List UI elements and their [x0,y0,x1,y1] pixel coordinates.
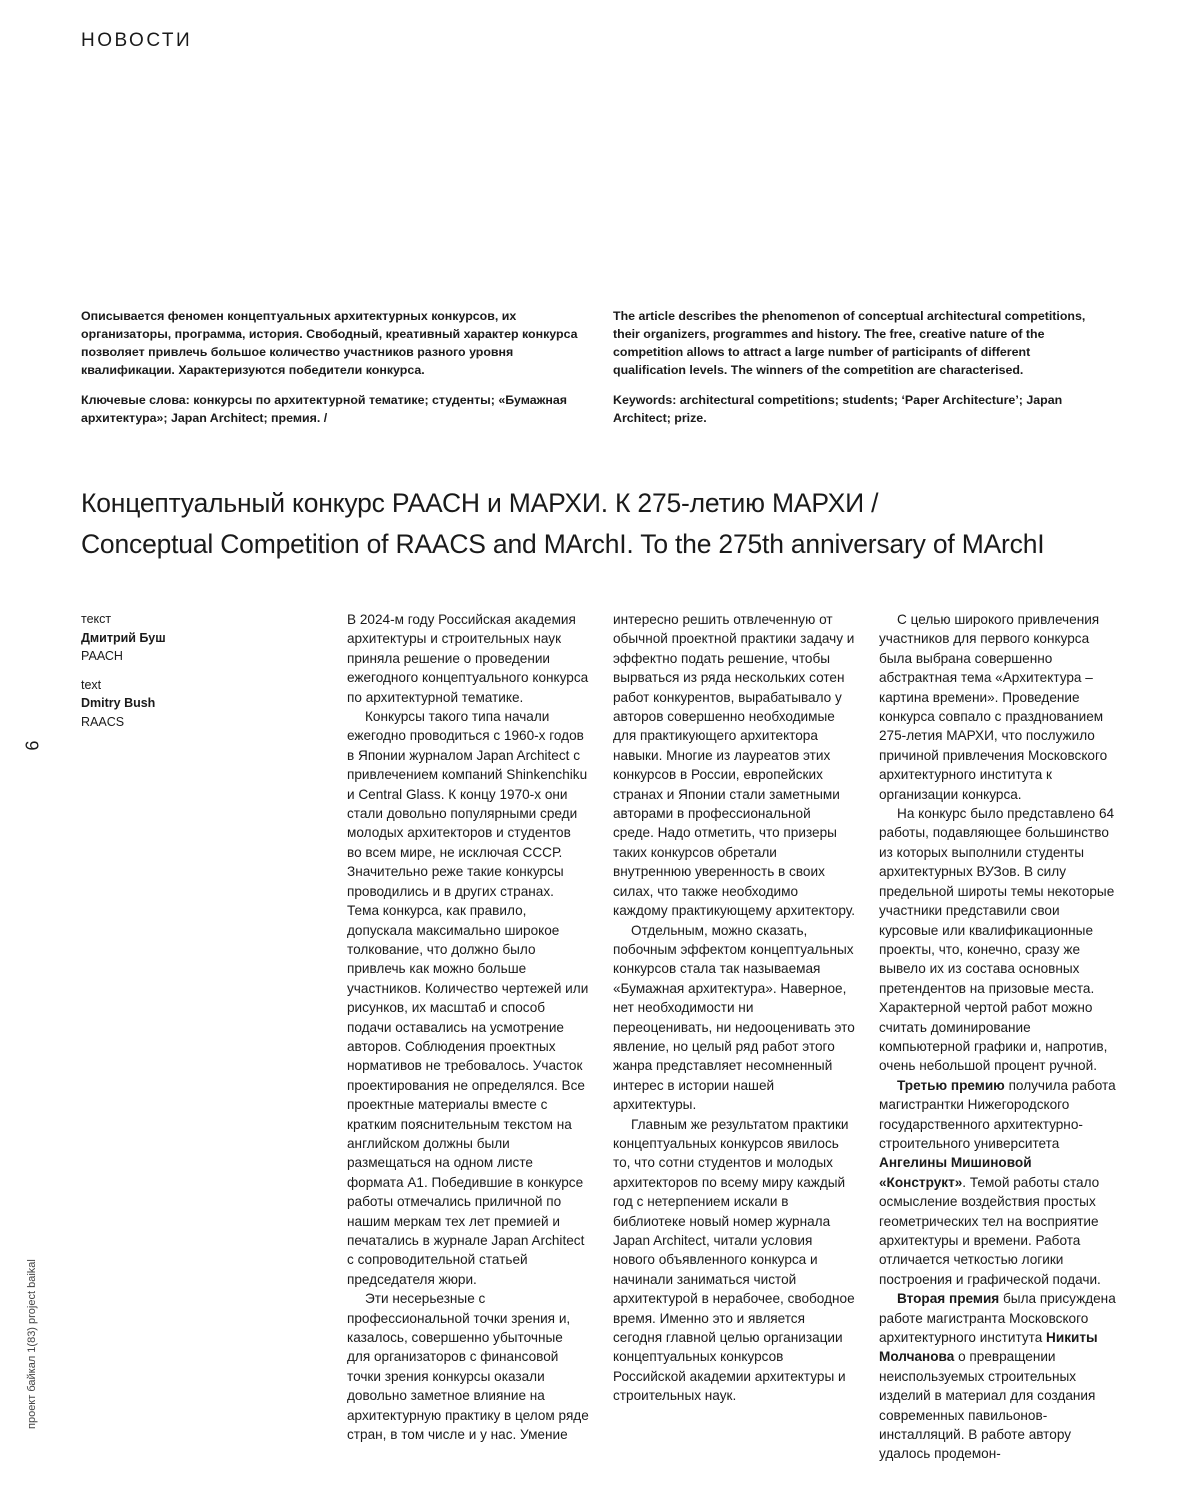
section-label: НОВОСТИ [81,30,193,51]
paragraph [879,1289,1121,1464]
paragraph-text: получила работа магистрантки Нижегородского государственного архитектурно-строительного университета [879,1077,1116,1151]
author-org-en: RAACS [81,714,125,729]
journal-footer: проект байкал 1(83) project baikal [26,1259,38,1429]
paragraph [879,1076,1121,1289]
abstract-en-keywords: Keywords: architectural competitions; students; ‘Paper Architecture’; Japan Architect; prize. [613,393,1063,425]
paragraph: В 2024-м году Российская академия архитектуры и строительных наук приняла решение о проведении ежегодного концептуального конкурса по архитектурной тематике. [347,612,589,705]
author-name-en: Dmitry Bush [81,696,156,710]
paragraph-text: . Темой работы стало осмысление воздействия простых геометрических тел на восприятие архитектуры и времени. Работа отличается четкостью логики построения и графической подачи. [879,1174,1101,1287]
abstract-en-text: The article describes the phenomenon of conceptual architectural competitions, their organizers, programmes and history. The free, creative nature of the competition allows to attract a large number of participants of different qualification levels. The winners of the competition are characterised. [613,309,1086,377]
paragraph-text: была присуждена работе магистранта Московского архитектурного института [879,1291,1116,1346]
body-column-3 [879,610,1121,1464]
credits-label-ru: текст [81,612,112,626]
abstract-ru [81,307,586,439]
article-title-en: Conceptual Competition of RAACS and MArchI. To the 275th anniversary of MArchI [81,529,1045,559]
paragraph: интересно решить отвлеченную от обычной проектной практики задачу и эффектно подать решение, чтобы вырваться из ряда нескольких сотен работ конкурентов, вырабатывало у авторов совершенно необходимые для практикующего архитектора навыки. Многие из лауреатов этих конкурсов в России, европейских странах и Японии стали заметными авторами в профессиональной среде. Надо отметить, что призеры таких конкурсов обретали внутреннюю уверенность в своих силах, что также необходимо каждому практикующему архитектору. [613,612,855,919]
page-number: 9 [21,740,42,751]
article-title-ru: Концептуальный конкурс РААСН и МАРХИ. К 275-летию МАРХИ / [81,488,879,518]
abstract-en [613,307,1103,439]
paragraph: Отдельным, можно сказать, побочным эффектом концептуальных конкурсов стала так называемая «Бумажная архитектура». Наверное, нет необходимости ни переоценивать, ни недооценивать это явление, но целый ряд работ этого жанра представляет несомненный интерес в истории нашей архитектуры. [613,922,855,1113]
paragraph: Конкурсы такого типа начали ежегодно проводиться с 1960-х годов в Японии журналом Japan Architect с привлечением компаний Shinkenchiku и Central Glass. К концу 1970-х они стали довольно популярными среди молодых архитекторов и студентов во всем мире, не исключая СССР. Значительно реже такие конкурсы проводились и в других странах. Тема конкурса, как правило, допускала максимально широкое толкование, что должно было привлечь как можно больше участников. Количество чертежей или рисунков, их масштаб и способ подачи оставались на усмотрение авторов. Соблюдения проектных нормативов не требовалось. Участок проектирования не определялся. Все проектные материалы вместе с кратким пояснительным текстом на английском должны были размещаться на одном листе формата А1. Победившие в конкурсе работы отмечались приличной по нашим меркам тех лет премией и печатались в журнале Japan Architect с сопроводительной статьей председателя жюри. [347,709,589,1287]
paragraph-text: о превращении неиспользуемых строительных изделий в материал для создания современных павильонов-инсталляций. В работе автору удалось продемон- [879,1349,1096,1462]
abstract-ru-text: Описывается феномен концептуальных архитектурных конкурсов, их организаторы, программа, история. Свободный, креативный характер конкурса позволяет привлечь большое количество участников разного уровня квалификации. Характеризуются победители конкурса. [81,309,578,377]
body-column-1 [347,610,589,1444]
third-prize-winner: Ангелины Мишиновой «Конструкт» [879,1155,1032,1190]
paragraph: На конкурс было представлено 64 работы, подавляющее большинство из которых выполнили студенты архитектурных ВУЗов. В силу предельной широты темы некоторые участники представили свои курсовые или квалификационные проекты, что, конечно, сразу же вывело их из состава основных претендентов на призовые места. Характерной чертой работ можно считать доминирование компьютерной графики и, напротив, очень небольшой процент ручной. [879,806,1115,1074]
abstract-ru-keywords: Ключевые слова: конкурсы по архитектурной тематике; студенты; «Бумажная архитектура»; Japan Architect; премия. / [81,393,567,425]
article-title [81,483,1141,565]
second-prize-winner: Никиты Молчанова [879,1330,1098,1365]
body-column-2 [613,610,855,1406]
credits [81,610,281,731]
paragraph: Эти несерьезные с профессиональной точки зрения и, казалось, совершенно убыточные для организаторов с финансовой точки зрения конкурсы оказали довольно заметное влияние на архитектурную практику в целом ряде стран, в том числе и у нас. Умение [347,1291,589,1443]
author-org-ru: РААСН [81,649,123,663]
author-name-ru: Дмитрий Буш [81,630,166,645]
paragraph: С целью широкого привлечения участников для первого конкурса была выбрана совершенно абстрактная тема «Архитектура – картина времени». Проведение конкурса совпало с празднованием 275-летия МАРХИ, что послужило причиной привлечения Московского архитектурного института к организации конкурса. [879,612,1108,802]
credits-label-en: text [81,677,102,692]
paragraph: Главным же результатом практики концептуальных конкурсов явилось то, что сотни студентов и молодых архитекторов по всему миру каждый год с нетерпением искали в библиотеке новый номер журнала Japan Architect, читали условия нового объявленного конкурса и начинали заниматься чистой архитектурой в нерабочее, свободное время. Именно это и является сегодня главной целью организации концептуальных конкурсов Российской академии архитектуры и строительных наук. [613,1116,855,1404]
second-prize-label: Вторая премия [897,1291,1000,1307]
third-prize-label: Третью премию [897,1077,1005,1093]
